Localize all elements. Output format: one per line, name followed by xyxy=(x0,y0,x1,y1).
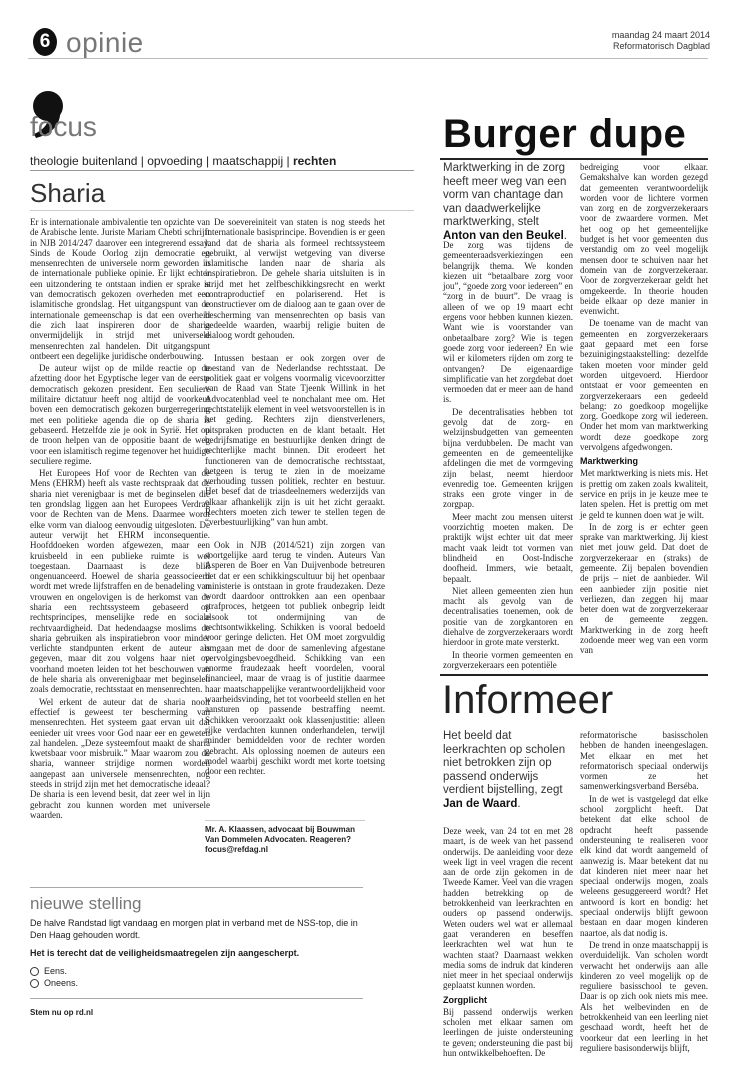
burger-lead xyxy=(443,162,573,243)
paragraph: In de zorg is er echter geen sprake van marktwerking. Jij kiest niet met jouw geld. Dat doet de zorgverzekeraar en (straks) de gemeente. Zij bepalen bovendien de prijs – niet de aanbieder. Wil een aanbieder zijn positie niet verliezen, dan zeggen hij maar beter doen wat de zorgverzekeraar en de gemeente zeggen. Marktwerking in de zorg heeft zodoende meer weg van een vorm van xyxy=(580,521,708,656)
sharia-column-1 xyxy=(30,217,210,887)
category-opvoeding[interactable]: opvoeding xyxy=(147,154,203,168)
paragraph: Er is internationale ambivalentie ten opzichte van de Arabische lente. Juriste Mariam Chebti schrijft in NJB 2014/247 daarover een integrerend essay. Sinds de Koude Oorlog zijn democratie en mensenrechten de universele norm geworden in de internationale publieke opinie. Er lijkt echter een uitzondering te ontstaan indien er sprake is van democratisch gekozen overheden met een islamitische grondslag. Het uitgangspunt van de internationale gemeenschap is dat een overheid die zich laat inspireren door de sharia onvermijdelijk in strijd met universele mensenrechten zal handelen. Dit uitgangspunt ontbeert een degelijke juridische onderbouwing. xyxy=(30,217,210,361)
burger-dupe-rule xyxy=(440,158,708,160)
paragraph: Niet alleen gemeenten zien hun macht als gevolg van de decentralisaties toenemen, ook de positie van de zorgkantoren en diehalve de zorgverzekeraars wordt hierdoor in grote mate versterkt. xyxy=(443,585,573,648)
sharia-column-2 xyxy=(205,217,385,817)
date: maandag 24 maart 2014 xyxy=(611,30,710,40)
sharia-rule xyxy=(30,210,414,211)
subheading: Zorgplicht xyxy=(443,994,487,1005)
separator: | xyxy=(137,154,148,168)
stelling-bottom-rule xyxy=(30,998,363,999)
paragraph: De zorg was tijdens de gemeenteraadsverkiezingen een belangrijk thema. We konden kiezen uit “betaalbare zorg voor jou”, “goede zorg voor iedereen” en “zorg in de buurt”. De vraag is alleen of we op 19 maart echt ergens voor hebben kunnen kiezen. Want wie is voorstander van onbetaalbare zorg? Wie is tegen goede zorg voor iedereen? En wie wil er kilometers rijden om zorg te ontvangen? De eigenaardige simplificatie van het zorgdebat doet vermoeden dat er meer aan de hand is. xyxy=(443,240,573,405)
category-maatschappij[interactable]: maatschappij xyxy=(212,154,284,168)
byline-rule xyxy=(205,820,365,821)
paragraph: De trend in onze maatschappij is overduidelijk. Van scholen wordt verwacht het onderwijs aan alle kinderen zo veel mogelijk op de reguliere basisschool te geven. Daar is op zich ook niets mis mee. Als het welbevinden en de betrokkenheid van een leerling niet geschaad wordt, heeft het de voorkeur dat een leerling in het reguliere basisonderwijs blijft, xyxy=(580,939,708,1053)
paragraph: De decentralisaties hebben tot gevolg dat de zorg- en welzijnsbudgetten van gemeenten bijna verdubbelen. De macht van gemeenten en de gemeentelijke afdelingen die met de vormgeving zijn belast, neemt hierdoor evenredig toe. Gemeenten krijgen straks een grote vinger in de zorgpap. xyxy=(443,406,573,510)
paragraph: Ook in NJB (2014/521) zijn zorgen van soortgelijke aard terug te vinden. Auteurs Van Asperen de Boer en Van Duijvenbode betreuren het dat er een schikkingscultuur bij het openbaar ministerie is ontstaan in grote fraudezaken. Deze wordt daardoor onttrokken aan een openbaar strafproces, hetgeen tot publiek onbegrip leidt alsook tot ondermijning van de rechtsontwikkeling. Schikken is vooral bedoeld voor geringe delicten. Het OM moet zorgvuldig omgaan met de door de samenleving afgestane vervolgingsbevoegdheid. Schikking van een enorme fraudezaak heeft voordelen, vooral financieel, maar de vraag is of justitie daarmee haar maatschappelijke verantwoordelijkheid voor waarheidsvinding, het tot voorbeeld stellen en het aansturen op passende bestraffing neemt. Schikken veroorzaakt ook klassenjustitie: alleen rijke verdachten kunnen onderhandelen, terwijl minder bemiddelden voor de rechter worden gebracht. Als oplossing noemen de auteurs een model waarbij geschikt wordt met korte toetsing door een rechter. xyxy=(205,539,385,777)
paragraph: bedreiging voor elkaar. Gemakshalve kan worden gezegd dat gemeenten verantwoordelijk worden voor de lichtere vormen van zorg en de zorgverzekeraars voor de zwaardere vormen. Met het oog op het gemeentelijke budget is het voor gemeenten dus verstandig om zo veel mogelijk mensen door te schuiven naar het domein van de zorgverzekeraar. Voor de zorgverzekeraar geldt het omgekeerde. In theorie houden beide elkaar op deze manier in evenwicht. xyxy=(580,162,708,317)
option-oneens[interactable] xyxy=(30,978,78,989)
separator: | xyxy=(202,154,213,168)
paragraph-gap xyxy=(205,343,385,353)
paragraph: De soevereiniteit van staten is nog steeds het internationale basisprincipe. Bovendien is er geen land dat de sharia als formeel rechtssysteem gebruikt, al verwijst wetgeving van diverse islamitische landen naar de sharia als inspiratiebron. De gehele sharia uitsluiten is in strijd met het zelfbeschikkingsrecht en werkt contraproductief en polariserend. Het is constructiever om de dialoog aan te gaan over de bescherming van mensenrechten op basis van gedeelde waarden, waarbij religie buiten de dialoog wordt gehouden. xyxy=(205,217,385,341)
stelling-question: Het is terecht dat de veiligheidsmaatregelen zijn aangescherpt. xyxy=(30,948,300,958)
burger-column-2 xyxy=(580,162,708,662)
lead-author: Anton van den Beukel xyxy=(443,229,564,242)
paragraph: Met marktwerking is niets mis. Het is prettig om zaken zoals kwaliteit, service en prijs in je keuze mee te laten spelen. Het is prettig om met je geld te kunnen doen wat je wilt. xyxy=(580,468,708,520)
informeer-title: Informeer xyxy=(442,678,614,722)
stelling-text: De halve Randstad ligt vandaag en morgen plat in verband met de NSS-top, die in Den Haag gehouden wordt. xyxy=(30,918,358,940)
page-number-badge: 6 xyxy=(33,28,57,56)
paragraph: In theorie vormen gemeenten en zorgverzekeraars een potentiële xyxy=(443,649,573,670)
burger-dupe-title: Burger dupe xyxy=(443,112,687,156)
paragraph: Wel erkent de auteur dat de sharia nooit effectief is geweest ter bescherming van mensenrechten. Het systeem gaat ervan uit dat eenieder uit vrees voor God naar eer en geweten zal handelen. „Deze systeemfout maakt de sharia kwetsbaar voor misbruik.” Maar waarom zou de sharia, wanneer strijdige normen worden aangepast aan universele mensenrechten, nog steeds in strijd zijn met het democratische ideaal? De sharia is een levend besit, dat zeer wel in lijn gebracht zou kunnen worden met universele waarden. xyxy=(30,696,210,820)
section-title: opinie xyxy=(66,27,144,58)
category-nav xyxy=(30,154,336,168)
separator: | xyxy=(283,154,293,168)
lead-text: Marktwerking in de zorg heeft meer weg van een vorm van chantage dan van daadwerkelijke marktwerking, stelt xyxy=(443,162,567,228)
stelling-title: nieuwe stelling xyxy=(30,894,142,913)
paragraph: Het Europees Hof voor de Rechten van de Mens (EHRM) heeft als vaste rechtspraak dat de sharia niet verenigbaar is met de beginselen die ten grondslag liggen aan het Europees Verdrag voor de Rechten van de Mens. Daarmee wordt elke vorm van dialoog eenvoudig uitgesloten. De auteur verwijt het EHRM inconsequentie. Hoofddoeken worden afgewezen, maar een kruisbeeld in een publieke ruimte is wel toegestaan. Daarnaast is deze blik ongenuanceerd. Hoewel de sharia geassocieerd wordt met wrede lijfstraffen en de benadeling van vrouwen en ongelovigen is de herkomst van de sharia een rechtssysteem gebaseerd op rechtsprincipes, menselijke rede en sociale rechtvaardigheid. Dat hedendaagse moslims de sharia gebruiken als inspiratiebron voor minder verlichte standpunten erkent de auteur als gegeven, maar dit zou volgens haar niet op voorhand moeten leiden tot het beschouwen van de hele sharia als onverenigbaar met beginselen zoals democratie, rechtsstaat en mensenrechten. xyxy=(30,468,210,695)
paragraph-gap xyxy=(205,530,385,540)
paragraph: Intussen bestaan er ook zorgen over de toestand van de Nederlandse rechtsstaat. De politiek gaat er volgens voormalig vicevoorzitter van de Raad van State Tjeenk Willink in het Advocatenblad veel te nonchalant mee om. Het rechtstatelijk element in veel wetsvoorstellen is in het geding. Rechters zijn dienstverleners, uitspraken producten en de klant betaalt. Het bedrijfsmatige en bestuurlijke denken dringt de rechterlijke macht binnen. Dit erodeert het functioneren van de democratische rechtsstaat, hetgeen is terug te zien in de moeizame verhouding tussen politiek, rechter en bestuur. Het besef dat de triasdeelnemers wederzijds van elkaar afhankelijk zijn is uit het zicht geraakt. Rechters moeten zich tewer te stellen tegen de “verbestuurlijking” van hun ambt. xyxy=(205,352,385,528)
category-theologie[interactable]: theologie buitenland xyxy=(30,154,138,168)
informeer-rule xyxy=(440,674,708,676)
subheading: Marktwerking xyxy=(580,456,639,467)
lead-text: Het beeld dat leerkrachten op scholen niet betrokken zijn op passend onderwijs verdient bijstelling, zegt xyxy=(443,730,566,796)
radio-icon[interactable] xyxy=(30,967,39,976)
radio-icon[interactable] xyxy=(30,979,39,988)
option-label: Oneens. xyxy=(44,978,79,988)
dateline xyxy=(612,30,710,52)
sharia-title: Sharia xyxy=(30,178,106,208)
option-eens[interactable] xyxy=(30,966,67,977)
option-label: Eens. xyxy=(44,966,68,976)
newspaper-name: Reformatorisch Dagblad xyxy=(612,41,710,51)
stelling-top-rule xyxy=(30,887,363,888)
lead-end: . xyxy=(517,797,521,810)
header-rule xyxy=(28,58,708,59)
paragraph: Deze week, van 24 tot en met 28 maart, is de week van het passend onderwijs. De aanleiding voor deze week ligt in veel vragen die recent aan de orde zijn gekomen in de Tweede Kamer. Veel van die vragen hadden betrekking op de betrokkenheid van leerkrachten en ouders op passend onderwijs. Weten ouders wel wat er allemaal gaat veranderen en beseffen leerkrachten wel wat hun te wachten staat? Daarnaast wekken media soms de indruk dat kinderen niet meer in het speciaal onderwijs geplaatst kunnen worden. xyxy=(443,826,573,991)
category-rechten-active[interactable]: rechten xyxy=(292,154,337,168)
paragraph: Meer macht zou mensen uiterst voorzichtig moeten maken. De praktijk wijst echter uit dat meer macht vaak leidt tot vormen van blindheid en Oost-Indische doofheid. Immers, wie betaalt, bepaalt. xyxy=(443,511,573,584)
burger-column-1 xyxy=(443,240,573,670)
informeer-column-1 xyxy=(443,826,573,1056)
paragraph: In de wet is vastgelegd dat elke school zorgplicht heeft. Dat betekent dat elke school de opdracht heeft passende ondersteuning te realiseren voor elk kind dat wordt aangemeld of aanwezig is. Maar betekent dat nu dat kinderen niet meer naar het speciaal onderwijs mogen, zoals weleens gesuggereerd wordt? Het antwoord is kort en bondig: het speciaal onderwijs blijft gewoon bestaan en daar mogen kinderen naartoe, als dat nodig is. xyxy=(580,793,708,938)
informeer-column-2 xyxy=(580,730,708,1060)
stelling-footer-link[interactable]: Stem nu op rd.nl xyxy=(30,1008,94,1017)
comma-logo-icon xyxy=(26,40,72,160)
lead-author: Jan de Waard xyxy=(443,797,518,810)
sharia-byline: Mr. A. Klaassen, advocaat bij Bouwman Van Dommelen Advocaten. Reageren? focus@refdag.nl xyxy=(205,825,355,854)
paragraph: De auteur wijst op de milde reactie op de afzetting door het Egyptische leger van de eerste democratisch gekozen president. Een seculiere militaire dictatuur heeft nog altijd de voorkeur boven een democratisch gekozen burgerregering met een politieke agenda die op de sharia is gebaseerd. Hetzelfde zie je ook in Syrië. Het op de troon helpen van de oppositie baant de weg voor een islamitisch regime tegenover het huidige seculiere regime. xyxy=(30,363,210,466)
lead-end: . xyxy=(563,229,567,242)
paragraph: Bij passend onderwijs werken scholen met elkaar samen om leerlingen de juiste ondersteuning te geven; ondersteuning die past bij hun ontwikkelbehoeften. De xyxy=(443,1006,573,1058)
paragraph: De toename van de macht van gemeenten en zorgverzekeraars gaat gepaard met een forse bezuinigingstaakstelling: dezelfde taken moeten voor minder geld worden uitgevoerd. Hierdoor ontstaat er voor gemeenten en zorgverzekeraars een gedeeld belang: zo goedkoop mogelijke zorg. Goedkope zorg wil iedereen. Onder het mom van marktwerking wordt deze goedkope zorg vervolgens afgedwongen. xyxy=(580,318,708,453)
paragraph: reformatorische basisscholen hebben de handen ineengeslagen. Met elkaar en met het reformatorisch speciaal onderwijs vormen ze het samenwerkingsverband Berséba. xyxy=(580,730,708,792)
focus-label: focus xyxy=(30,111,97,142)
category-rule xyxy=(30,170,414,171)
informeer-lead xyxy=(443,730,573,811)
